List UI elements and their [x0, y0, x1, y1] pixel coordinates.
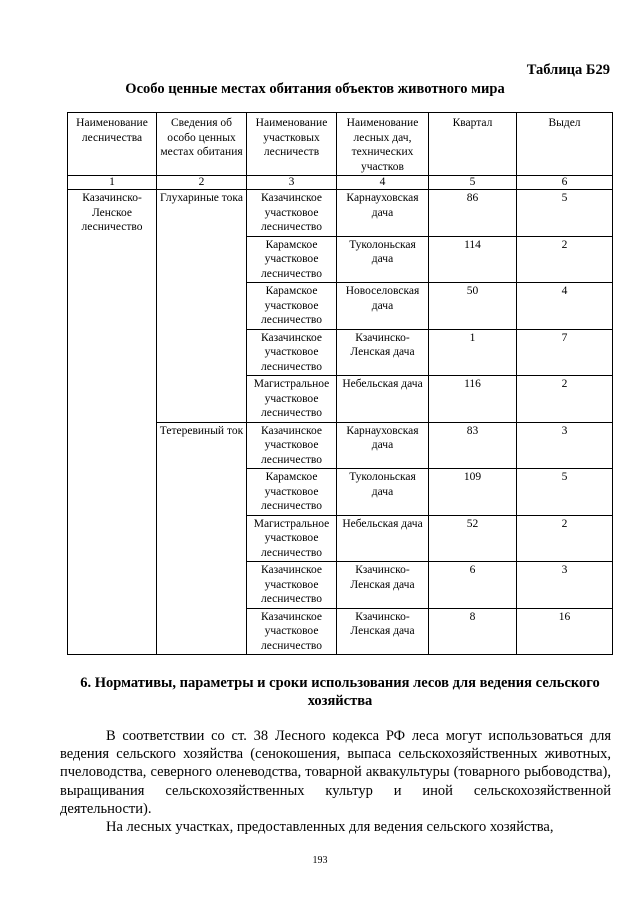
kvartal-cell: 109: [429, 469, 517, 516]
kvartal-cell: 8: [429, 608, 517, 655]
district-cell: Карамское участковое лесничество: [247, 283, 337, 330]
kvartal-cell: 50: [429, 283, 517, 330]
dacha-cell: Туколоньская дача: [337, 469, 429, 516]
table-row: [68, 190, 613, 237]
district-cell: Карамское участковое лесничество: [247, 469, 337, 516]
dacha-cell: Кзачинско-Ленская дача: [337, 608, 429, 655]
kvartal-cell: 83: [429, 422, 517, 469]
kvartal-cell: 86: [429, 190, 517, 237]
kvartal-cell: 52: [429, 515, 517, 562]
dacha-cell: Туколоньская дача: [337, 236, 429, 283]
vydel-cell: 3: [517, 422, 613, 469]
habitat-table: [67, 112, 613, 655]
body-text: [60, 727, 611, 836]
district-cell: Казачинское участковое лесничество: [247, 329, 337, 376]
column-number: 2: [157, 176, 247, 190]
dacha-cell: Карнауховская дача: [337, 190, 429, 237]
column-number: 1: [68, 176, 157, 190]
district-cell: Магистральное участковое лесничество: [247, 376, 337, 423]
column-number: 3: [247, 176, 337, 190]
page-number: 193: [312, 855, 328, 866]
habitat-cell: Глухариные тока: [157, 190, 247, 423]
column-number: 4: [337, 176, 429, 190]
district-cell: Магистральное участковое лесничество: [247, 515, 337, 562]
kvartal-cell: 1: [429, 329, 517, 376]
column-header: Сведения об особо ценных местах обитания: [157, 113, 247, 176]
kvartal-cell: 6: [429, 562, 517, 609]
column-header: Наименование лесничества: [68, 113, 157, 176]
dacha-cell: Кзачинско-Ленская дача: [337, 562, 429, 609]
table-header-row: [68, 113, 613, 176]
kvartal-cell: 114: [429, 236, 517, 283]
vydel-cell: 4: [517, 283, 613, 330]
vydel-cell: 3: [517, 562, 613, 609]
district-cell: Карамское участковое лесничество: [247, 236, 337, 283]
vydel-cell: 5: [517, 469, 613, 516]
dacha-cell: Небельская дача: [337, 376, 429, 423]
paragraph: На лесных участках, предоставленных для ведения сельского хозяйства,: [106, 819, 554, 836]
vydel-cell: 5: [517, 190, 613, 237]
table-body: [68, 190, 613, 655]
vydel-cell: 16: [517, 608, 613, 655]
dacha-cell: Кзачинско-Ленская дача: [337, 329, 429, 376]
vydel-cell: 2: [517, 376, 613, 423]
dacha-cell: Карнауховская дача: [337, 422, 429, 469]
table-label: Таблица Б29: [526, 62, 610, 78]
paragraph: В соответствии со ст. 38 Лесного кодекса РФ леса могут использоваться для ведения сельского хозяйства (сенокошения, выпаса сельскохозяйственных животных, пчеловодства, северного оленеводства, товарной аквакультуры (товарного рыбоводства), выращивания сельскохозяйственных культур и иной сельскохозяйственной деятельности).: [60, 728, 611, 817]
column-header: Квартал: [429, 113, 517, 176]
column-number-row: [68, 176, 613, 190]
habitat-cell: Тетеревиный ток: [157, 422, 247, 655]
district-cell: Казачинское участковое лесничество: [247, 562, 337, 609]
kvartal-cell: 116: [429, 376, 517, 423]
column-header: Выдел: [517, 113, 613, 176]
district-cell: Казачинское участковое лесничество: [247, 422, 337, 469]
column-number: 5: [429, 176, 517, 190]
forestry-cell: Казачинско-Ленское лесничество: [68, 190, 157, 655]
column-number: 6: [517, 176, 613, 190]
district-cell: Казачинское участковое лесничество: [247, 190, 337, 237]
table-title: Особо ценные местах обитания объектов животного мира: [125, 81, 505, 97]
vydel-cell: 2: [517, 236, 613, 283]
section-heading: 6. Нормативы, параметры и сроки использования лесов для ведения сельского хозяйства: [80, 675, 600, 709]
dacha-cell: Небельская дача: [337, 515, 429, 562]
column-header: Наименование лесных дач, технических участков: [337, 113, 429, 176]
district-cell: Казачинское участковое лесничество: [247, 608, 337, 655]
vydel-cell: 7: [517, 329, 613, 376]
column-header: Наименование участковых лесничеств: [247, 113, 337, 176]
vydel-cell: 2: [517, 515, 613, 562]
dacha-cell: Новоселовская дача: [337, 283, 429, 330]
